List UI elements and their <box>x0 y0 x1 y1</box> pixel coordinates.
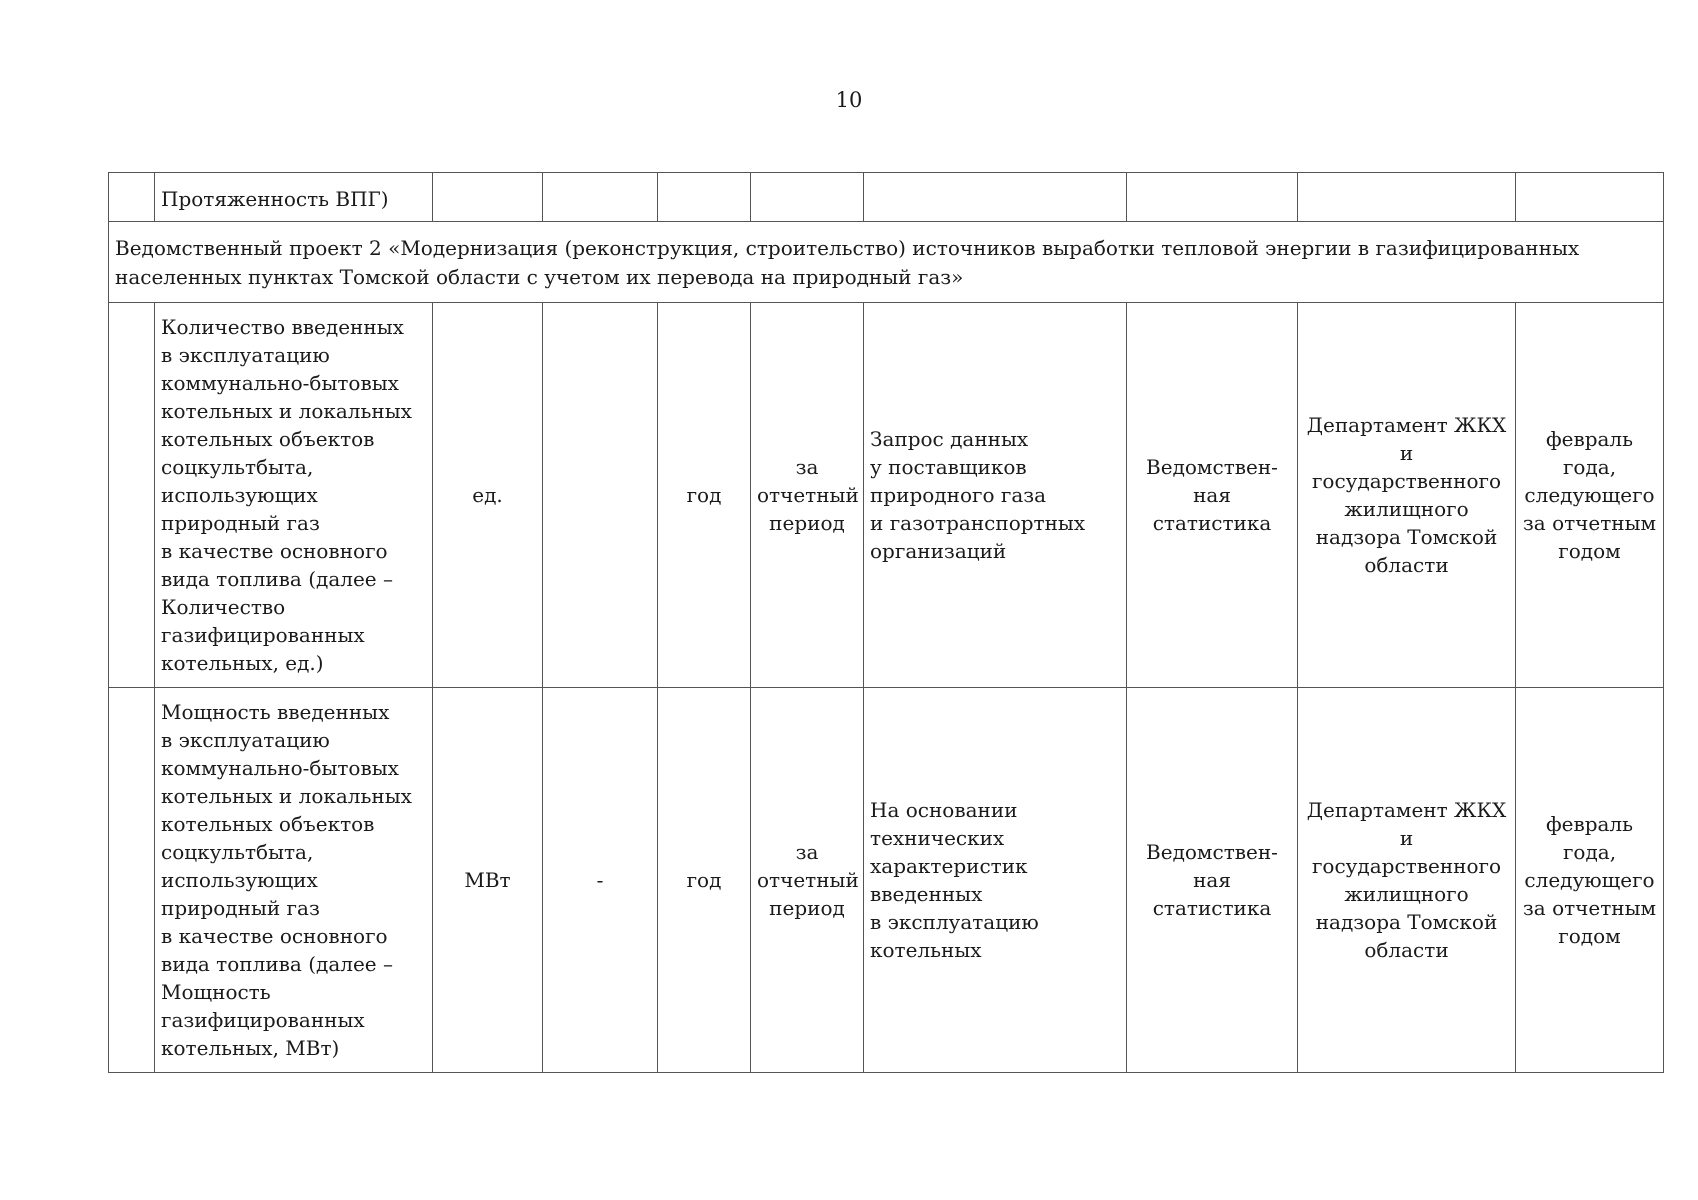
empty-cell <box>864 173 1127 222</box>
source-cell: Ведомствен- ная статистика <box>1127 688 1298 1073</box>
empty-cell <box>658 173 751 222</box>
deadline-cell: февраль года, следующего за отчетным годом <box>1516 688 1664 1073</box>
empty-cell <box>433 173 543 222</box>
value-cell <box>543 303 658 688</box>
num-cell <box>109 303 155 688</box>
num-cell <box>109 688 155 1073</box>
indicator-name-cell: Количество введенных в эксплуатацию коммунально-бытовых котельных и локальных котельных объектов соцкультбыта, использующих природный газ в качестве основного вида топлива (далее – Количество газифицированных котельных, ед.) <box>155 303 433 688</box>
responsible-cell: Департамент ЖКХ и государственного жилищного надзора Томской области <box>1298 303 1516 688</box>
periodicity-cell: год <box>658 303 751 688</box>
num-cell <box>109 173 155 222</box>
empty-cell <box>1516 173 1664 222</box>
source-cell: Ведомствен- ная статистика <box>1127 303 1298 688</box>
indicators-table <box>108 172 1664 1073</box>
section-row <box>109 222 1664 303</box>
table-row <box>109 688 1664 1073</box>
periodicity-cell: год <box>658 688 751 1073</box>
continuation-row <box>109 173 1664 222</box>
indicator-name-cell: Протяженность ВПГ) <box>155 173 433 222</box>
empty-cell <box>751 173 864 222</box>
table-row <box>109 303 1664 688</box>
period-cell: за отчетный период <box>751 688 864 1073</box>
value-cell: - <box>543 688 658 1073</box>
deadline-cell: февраль года, следующего за отчетным годом <box>1516 303 1664 688</box>
method-cell: На основании технических характеристик введенных в эксплуатацию котельных <box>864 688 1127 1073</box>
period-cell: за отчетный период <box>751 303 864 688</box>
unit-cell: МВт <box>433 688 543 1073</box>
empty-cell <box>543 173 658 222</box>
page-number: 10 <box>835 88 863 112</box>
responsible-cell: Департамент ЖКХ и государственного жилищного надзора Томской области <box>1298 688 1516 1073</box>
empty-cell <box>1127 173 1298 222</box>
method-cell: Запрос данных у поставщиков природного газа и газотранспортных организаций <box>864 303 1127 688</box>
empty-cell <box>1298 173 1516 222</box>
indicator-name-cell: Мощность введенных в эксплуатацию коммунально-бытовых котельных и локальных котельных объектов соцкультбыта, использующих природный газ в качестве основного вида топлива (далее – Мощность газифицированных котельных, МВт) <box>155 688 433 1073</box>
unit-cell: ед. <box>433 303 543 688</box>
section-title: Ведомственный проект 2 «Модернизация (реконструкция, строительство) источников выработки тепловой энергии в газифицированных населенных пунктах Томской области с учетом их перевода на природный газ» <box>109 222 1664 303</box>
